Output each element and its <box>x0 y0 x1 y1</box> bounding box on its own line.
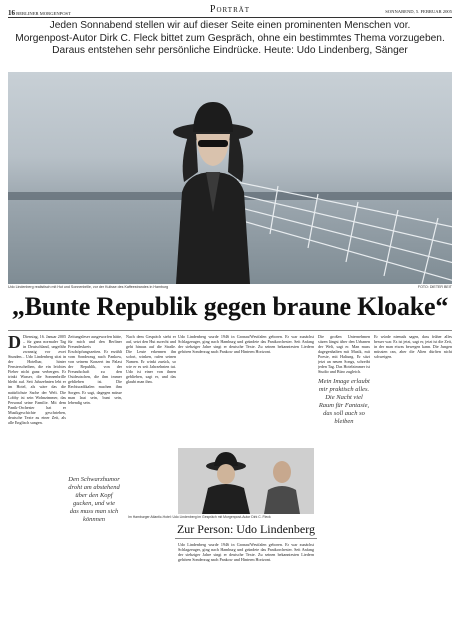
page-number: 16 <box>8 9 15 17</box>
intro-line-1: Jeden Sonnabend stellen wir auf dieser Seite einen prominenten Menschen vor. <box>49 20 411 31</box>
column-3 <box>126 334 176 514</box>
column-5-text: Die großen Unternehmen sitzen längst über den Urbanen der Welt, sagt er. Man muss dagegenhalten mit Musik, mit Poesie, mit Haltung. Er sitzt jetzt an neuen Songs, schreibt jeden Tag. Das Hotelzimmer ist Studio und Büro zugleich. <box>318 334 370 374</box>
section-title: Porträt <box>209 4 251 15</box>
intro-line-2: Morgenpost-Autor Dirk C. Fleck bittet zum Gespräch, ohne ein bestimmtes Thema vorzugeben. <box>15 32 445 44</box>
page-header <box>8 4 452 18</box>
photo-caption: Udo Lindenberg realistisch mit Hut und Sonnenbrille, vor der Kulisse des Kaffeestrandes in Hamburg <box>8 285 169 289</box>
drop-cap: D <box>8 334 21 352</box>
photo-credit: FOTO: DIETER BEIT <box>417 285 452 289</box>
second-photo-scene <box>178 448 314 514</box>
intro-text <box>14 20 446 58</box>
column-3-text: Nach dem Gespräch steht er auf, setzt den Hut zurecht und geht hinaus auf die Straße. Die Leute erkennen ihn sofort, winken, rufen seinen Namen. Er winkt zurück, so wie er es seit Jahrzehnten tut. Udo ist einer von ihnen geblieben, sagt er, und das glaubt man ihm. <box>126 334 176 385</box>
pull-quote-2: Mein Image erlaubt mir praktisch alles. Die Nacht viel Raum für Fantasie, das soll auch so bleiben <box>318 378 370 425</box>
headline: „Bunte Republik gegen braune Kloake“ <box>11 292 449 321</box>
column-1 <box>8 334 66 634</box>
bio-column <box>178 542 314 638</box>
issue-date: SONNABEND, 5. FEBRUAR 2005 <box>385 9 452 14</box>
person-figure <box>158 92 268 284</box>
column-6-text: Er würde niemals sagen, dass früher alles besser war. Es ist jetzt, sagt er, jetzt ist die Zeit, in der man etwas bewegen kann. Die Jungen müssten ran, aber die Alten dürften nicht schweigen. <box>374 334 452 360</box>
column-4-text: Udo Lindenberg wurde 1946 in Gronau/Westfalen geboren. Er war zunächst Schlagzeuger, ging nach Hamburg und gründete das Panikorchester. Seit Anfang der siebziger Jahre singt er deutsche Texte. Zu seinen bekanntesten Liedern gehören Sonderzug nach Pankow und Hinterm Horizont. <box>178 334 314 355</box>
intro-line-3: Daraus entstehen sehr persönliche Eindrücke. Heute: Udo Lindenberg, Sänger <box>52 45 408 57</box>
column-2-text: Zeitungsleser ausgeworfen hätte, für mich und den Berliner Freundeskreis Erschöpfungszeiten. Er erzählt vom Sonderzug nach Pankow, von seinem Konzert im Palast der Republik, von der Freundschaft zu den Ostdeutschen, die ihm immer geblieben ist. Die Rechtsradikalen machen ihm Sorgen. Er sagt, dagegen müsse man laut sein, bunt sein, lebendig sein. <box>68 334 122 405</box>
second-photo <box>178 448 314 514</box>
column-2a <box>68 334 122 472</box>
pull-quote-1: Den Schwarzhumor droht am abstehend über den Kopf gucken, und wie das muss man sich könnnen <box>68 476 120 523</box>
bio-heading-rule <box>175 538 317 539</box>
column-4 <box>178 334 314 444</box>
column-6 <box>374 334 452 634</box>
main-photo <box>8 72 452 284</box>
column-5a <box>318 334 370 374</box>
bio-text: Udo Lindenberg wurde 1946 in Gronau/Westfalen geboren. Er war zunächst Schlagzeuger, ging nach Hamburg und gründete das Panikorchester. Seit Anfang der siebziger Jahre singt er deutsche Texte. Zu seinen bekanntesten Liedern gehören Sonderzug nach Pankow und Hinterm Horizont. <box>178 542 314 563</box>
column-1-text: Dienstag, 16. Januar 2005 – für ganz normaler Tag in Deutschland, ungefähr zwanzig vor zwei Stunden... Udo Lindenberg sitzt in der Hotelbar, hinter Fensterscheiben, die ein leichtes Fieber nicht ganz verbergen. Er trinkt Wasser, die Sonnenbrille bleibt auf. Seit Jahrzehnten lebt er im Hotel, als wäre das die natürlichste Sache der Welt. Die Lobby ist sein Wohnzimmer, das Personal seine Familie. Mit dem Panik-Orchester hat er Musikgeschichte geschrieben, deutsche Texte zu einer Zeit, als alle Englisch sangen. <box>8 334 66 425</box>
bio-heading: Zur Person: Udo Lindenberg <box>176 522 316 536</box>
headline-rule <box>8 330 452 331</box>
second-photo-caption: Im Hamburger Atlantic-Hotel: Udo Lindenberg im Gespräch mit Morgenpost-Autor Dirk C. Fleck <box>128 515 271 519</box>
paper-name: BERLINER MORGENPOST <box>16 11 71 16</box>
